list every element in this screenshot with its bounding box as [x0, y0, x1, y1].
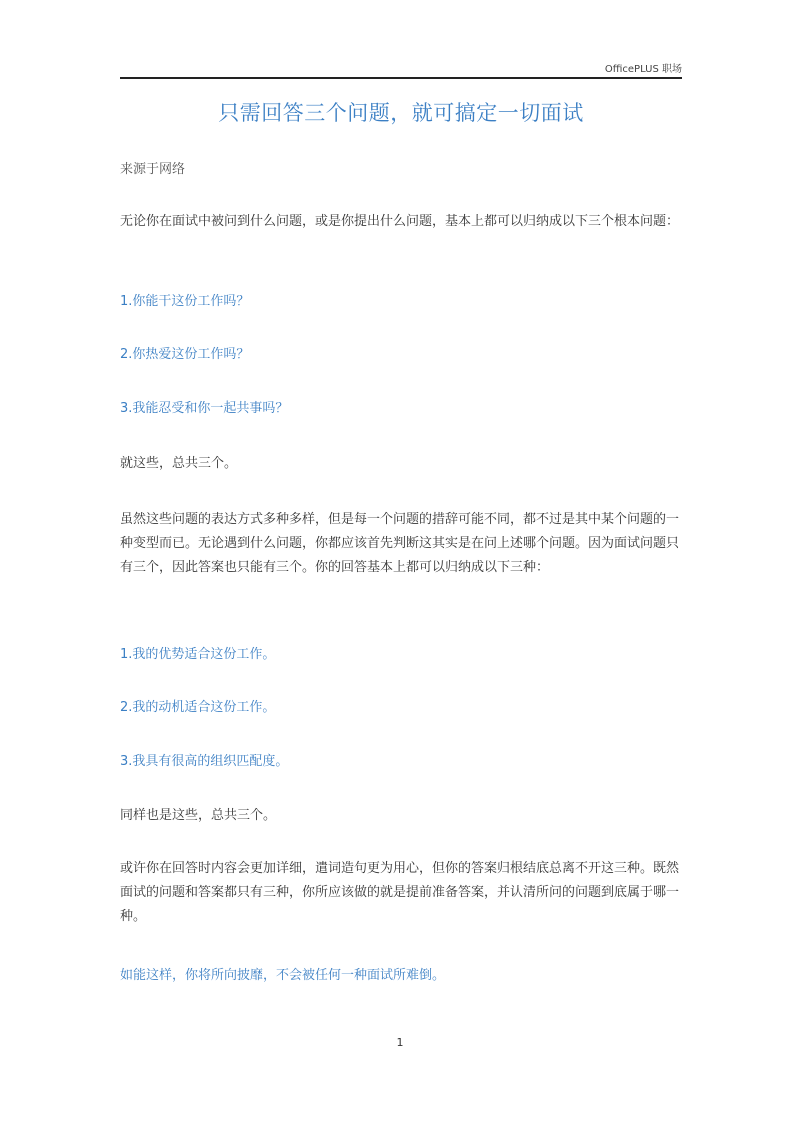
answer-2: 2.我的动机适合这份工作。	[120, 700, 276, 715]
question-3: 3.我能忍受和你一起共事吗？	[120, 401, 289, 416]
paragraph-summary-2: 同样也是这些，总共三个。	[120, 808, 277, 823]
paragraph-summary-1: 就这些，总共三个。	[120, 456, 238, 471]
answer-3: 3.我具有很高的组织匹配度。	[120, 754, 289, 769]
question-1: 1.你能干这份工作吗？	[120, 294, 250, 309]
header-rule	[120, 77, 682, 79]
answer-1: 1.我的优势适合这份工作。	[120, 647, 276, 662]
source-line: 来源于网络	[120, 162, 186, 177]
paragraph-explanation: 虽然这些问题的表达方式多种多样，但是每一个问题的措辞可能不同，都不过是其中某个问题的一种变型而已。无论遇到什么问题，你都应该首先判断这其实是在问上述哪个问题。因为面试问题只有三个，因此答案也只能有三个。你的回答基本上都可以归纳成以下三种：	[120, 512, 680, 575]
paragraph-intro: 无论你在面试中被问到什么问题，或是你提出什么问题，基本上都可以归纳成以下三个根本问题：	[120, 214, 680, 229]
paragraph-conclusion: 或许你在回答时内容会更加详细，遣词造句更为用心，但你的答案归根结底总离不开这三种。既然面试的问题和答案都只有三种，你所应该做的就是提前准备答案，并认清所问的问题到底属于哪一种。	[120, 861, 680, 924]
header-brand: OfficePLUS 职场	[604, 64, 682, 75]
closing-line: 如能这样，你将所向披靡，不会被任何一种面试所难倒。	[120, 968, 446, 983]
page-header	[120, 58, 682, 76]
page-number: 1	[396, 1036, 404, 1049]
document-title: 只需回答三个问题，就可搞定一切面试	[218, 101, 584, 125]
question-2: 2.你热爱这份工作吗？	[120, 347, 250, 362]
